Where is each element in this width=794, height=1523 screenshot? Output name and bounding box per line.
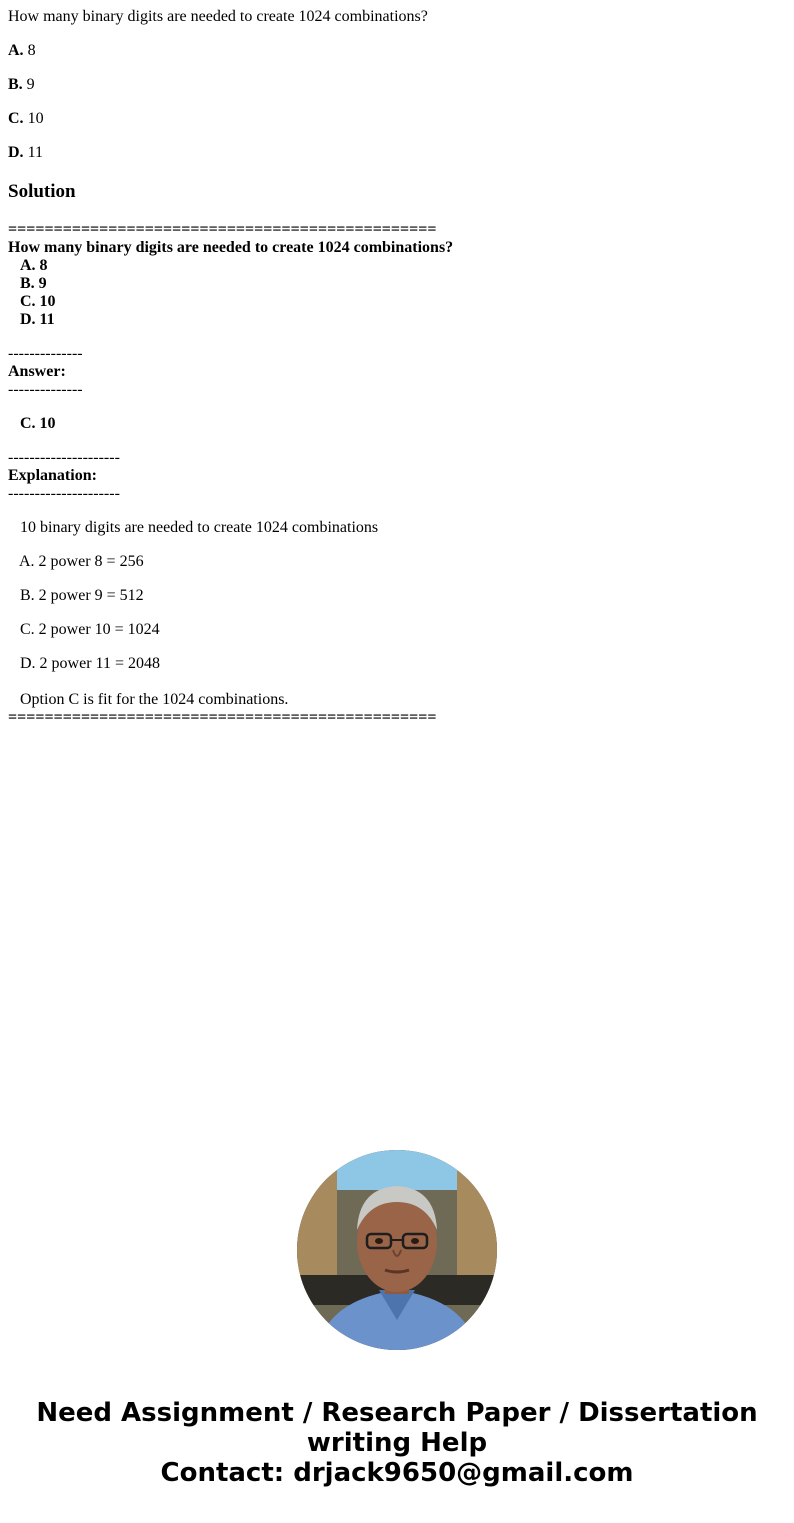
solution-option-d: D. 11: [20, 311, 55, 328]
answer-label: Answer:: [8, 363, 66, 380]
promo-contact: Contact: drjack9650@gmail.com: [160, 1458, 634, 1488]
option-value: 8: [27, 42, 36, 59]
explanation-line: A. 2 power 8 = 256: [19, 553, 144, 570]
option-value: 10: [27, 110, 44, 127]
solution-option-c: C. 10: [20, 293, 56, 310]
option-value: 9: [26, 76, 35, 93]
promo-text: [0, 1398, 794, 1488]
explanation-label: Explanation:: [8, 467, 97, 484]
person-portrait-icon: [297, 1150, 497, 1350]
option-d: [8, 144, 43, 162]
option-c: [8, 110, 44, 128]
divider-explanation-top: ---------------------: [8, 449, 120, 466]
explanation-line: 10 binary digits are needed to create 1024 combinations: [20, 519, 379, 536]
explanation-line: C. 2 power 10 = 1024: [20, 621, 160, 638]
option-a: [8, 42, 36, 60]
solution-heading: Solution: [8, 181, 76, 202]
divider-answer-bottom: --------------: [8, 381, 83, 398]
explanation-line: Option C is fit for the 1024 combinations.: [20, 691, 289, 708]
option-b: [8, 76, 35, 94]
option-letter: B.: [8, 76, 23, 93]
question-text: How many binary digits are needed to create 1024 combinations?: [8, 8, 428, 25]
option-letter: D.: [8, 144, 24, 161]
explanation-line: B. 2 power 9 = 512: [20, 587, 144, 604]
answer-value: C. 10: [20, 415, 56, 432]
option-letter: C.: [8, 110, 24, 127]
promo-section: [0, 1150, 794, 1488]
option-letter: A.: [8, 42, 24, 59]
divider-explanation-bottom: ---------------------: [8, 485, 120, 502]
promo-line: Need Assignment / Research Paper / Dissertation: [36, 1398, 758, 1428]
divider-bottom: ===============================================: [8, 709, 437, 726]
divider-top: ===============================================: [8, 221, 437, 238]
solution-option-a: A. 8: [20, 257, 48, 274]
divider-answer-top: --------------: [8, 345, 83, 362]
author-avatar: [297, 1150, 497, 1350]
option-value: 11: [27, 144, 43, 161]
solution-question: How many binary digits are needed to create 1024 combinations?: [8, 239, 454, 256]
explanation-line: D. 2 power 11 = 2048: [20, 655, 160, 672]
promo-line: writing Help: [306, 1428, 488, 1458]
solution-option-b: B. 9: [20, 275, 47, 292]
